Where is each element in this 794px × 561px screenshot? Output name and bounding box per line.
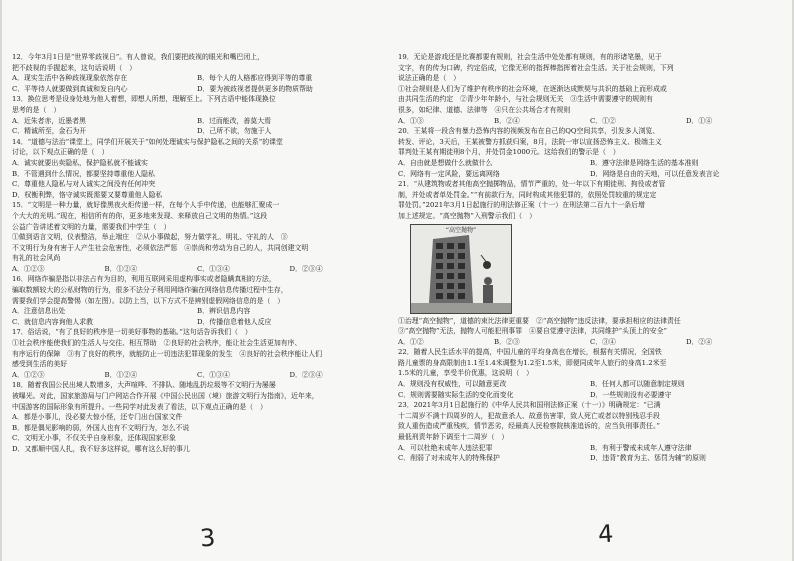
answer-option: C．精诚所至，金石为开 [12, 127, 87, 136]
answer-option: A．自由就是想做什么就做什么 [398, 158, 493, 167]
question-line: 19．无论是游戏还是比赛都要有规则，社会生活中处处都有规则，有的形诸笔墨，见于 [398, 53, 662, 61]
question-line: 21．“从建筑物或者其他高空抛掷物品，情节严重的，处一年以下有期徒刑、拘役或者管 [398, 180, 666, 189]
answer-option: C．①③④ [197, 264, 230, 273]
question-line: 讨论，以下观点正确的是（ ） [12, 148, 109, 157]
question-line: 个大大的光明。”现在，相信所有的你，更多地来发现、来释放自己文明的热情。”这段 [12, 211, 268, 220]
question-line: 感受到生活的美好 [12, 360, 68, 369]
answer-option: D．己所不欲，勿施于人 [197, 127, 272, 136]
question-line: 加上述规定。“高空抛物”入刑警示我们（ ） [398, 211, 536, 220]
question-line: 思考的是（ ） [12, 105, 61, 114]
answer-options [12, 84, 382, 95]
cartoon-caption: “高空抛物” [445, 226, 477, 234]
answer-option: A．①③ [398, 116, 424, 125]
answer-option: D．②④ [686, 337, 713, 346]
question-line: 13．换位思考是设身处地为他人着想，即想人所想，理解至上。下列古语中能体现换位 [12, 95, 276, 104]
question-line: 骗取数额较大的公私财物的行为，很多不法分子利用网络诈骗在网络信息传播过程中生存， [12, 286, 288, 295]
answer-option: A．近朱者赤，近墨者黑 [12, 116, 86, 125]
answer-option: C．①③④ [197, 370, 230, 379]
answer-option: A．可以杜绝未成年人违法犯罪 [398, 443, 493, 452]
answer-options [12, 317, 382, 328]
answer-option: A．注意信息出处 [12, 307, 66, 316]
question-line: ①社会秩序能使我们的生活人与交往、相互帮助 ②良好的社会秩序，能让社会生活更加有序、 [12, 339, 302, 348]
answer-option: C．①② [590, 116, 616, 125]
answer-option: C．规则需要随实际生活的变化而变化 [398, 390, 514, 399]
answer-option: B．①②④ [104, 370, 138, 379]
answer-option: B．①②④ [104, 264, 138, 273]
question-line: 有序运行的保障 ③有了良好的秩序，就能防止一切违法犯罪现象的发生 ④良好的社会秩序能让人们 [12, 349, 323, 358]
building-drawing [411, 225, 511, 313]
answer-option: A．规则没有权威性，可以随意更改 [398, 380, 507, 389]
question-line: 12．今年3月1日是“世界零歧视日”。有人曾说，我们要把歧视的眼光和嘴巴闭上， [12, 53, 264, 61]
question-line: ①做到语言文明，仪表整洁，举止端庄 ②从小事做起，努力做学礼、明礼、守礼的人 ③ [12, 233, 288, 242]
question-line: 把不歧视的手握起来，这句话说明（ ） [12, 63, 137, 72]
answer-option: B．辨识信息内容 [197, 307, 251, 316]
answer-options [12, 306, 382, 317]
answer-option: D．传播信息着他人反应 [197, 317, 272, 326]
question-line: 中国游客的国际形象有所提升。一些同学对此发表了看法，以下观点正确的是（ ） [12, 402, 267, 411]
question-line: 15．“文明是一种力量，就好像黑夜火炬传递一样，在每个人手中传递，也能够汇聚成一 [12, 201, 280, 210]
question-line: A．诚实就要出卖隐私，保护隐私就不能诚实 [12, 158, 148, 167]
page-number-left: 3 [199, 523, 217, 553]
question-line: 十二周岁不满十四周岁的人，犯故意杀人、故意伤害罪，致人死亡或者以特别残忍手段 [398, 411, 660, 420]
answer-option: D．违背“教育为主、惩罚为辅”的原则 [590, 454, 706, 463]
question-line: 14．“道德与法治”课堂上，同学们开展关于“如何处理诚实与保护隐私之间的关系”的课堂 [12, 137, 283, 146]
answer-options [398, 453, 782, 464]
answer-option: B．每个人的人格都应得到平等的尊重 [197, 74, 313, 83]
answer-option: B．有利于警戒未成年人遵守法律 [590, 443, 692, 452]
question-line: 1.5米的儿童，享受半价优惠，这说明（ ） [398, 369, 533, 378]
answer-options [398, 443, 782, 454]
question-line: 转发、评论，3天后，王某被警方抓获归案，8月，法院一审以宣扬恐怖主义、极端主义 [398, 137, 662, 146]
answer-option: D．一些规则没有必要遵守 [590, 390, 672, 399]
question-line: 17．俗话说，“有了良好的秩序是一切美好事物的基础。”这句话告诉我们（ ） [12, 328, 252, 337]
answer-options [398, 169, 782, 180]
question-line: 路儿童票的身高限制由1.1至1.4米调整为1.2至1.5米，即便同成年人旅行的身高1.2米至 [398, 358, 667, 367]
answer-option: C．③④ [590, 337, 616, 346]
question-line: 23．2021年3月1日起施行的《中华人民共和国刑法修正案（十一）》明确规定：“已满 [398, 401, 661, 410]
question-line: 18．随着我国公民出境人数增多，大声喧哗、不排队、随地乱扔垃圾等不文明行为屡屡 [12, 381, 276, 390]
answer-options [398, 379, 782, 390]
question-line: 不文明行为身有害于人产生社会危害性，必须依法严惩 ④崇尚和劳动为自己的人，共同创建文明 [12, 243, 309, 252]
question-line: 由共同生活的约定 ②青少年年龄小，与社会规则无关 ③生活中需要遵守的规则有 [398, 95, 653, 104]
answer-option: C．削弱了对未成年人的特殊保护 [398, 454, 500, 463]
answer-options [398, 337, 782, 348]
answer-option: B．过而能改，善莫大焉 [197, 116, 271, 125]
question-line: 制，并处或者单处罚金。”“有前款行为，同时构成其他犯罪的，依照处罚较重的规定定 [398, 190, 657, 199]
question-line: 很多，如纪律、道德、法律等 ④只在公共场合才有规则 [398, 105, 571, 114]
answer-option: C．网络有一定风险，要远离网络 [398, 169, 500, 178]
left-column [12, 52, 382, 455]
right-column [398, 52, 782, 464]
answer-options [12, 73, 382, 84]
answer-options [12, 116, 382, 127]
answer-option: B．任何人都可以随意制定规则 [590, 380, 685, 389]
answer-option: D．②③④ [289, 264, 323, 273]
answer-option: C．平等待人就要做到真诚和发自内心 [12, 84, 128, 93]
question-line: C．尊重他人隐私与对人诚实之间没有任何冲突 [12, 180, 156, 189]
answer-option: A．①② [398, 337, 424, 346]
answer-option: A．现实生活中各种歧视现象依然存在 [12, 74, 128, 83]
question-line: ①社会规则是人们为了维护有秩序的社会环境，在逐渐达成默契与共识的基础上而形成或 [398, 84, 667, 93]
answer-option: B．遵守法律是网络生活的基本准则 [590, 158, 699, 167]
answer-option: D．②③④ [289, 370, 323, 379]
question-line: 22．随着人民生活水平的提高，中国儿童的平均身高也在增长，根据有关情况，全国铁 [398, 348, 662, 357]
cartoon-illustration [410, 224, 512, 314]
answer-options [398, 390, 782, 401]
question-line: 16．网络诈骗是指以非法占有为目的，利用互联网采用虚构事实或者隐瞒真相的方法， [12, 275, 276, 284]
question-line: 公益广告讲述着文明的力量，需要我们中学生（ ） [12, 222, 171, 231]
question-line: D．权衡利弊，恪守诚实既需要又要尊重他人隐私 [12, 190, 163, 199]
question-line: 罪处罚。”2021年3月1日起施行的刑法修正案（十一）在刑法第二百九十一条后增 [398, 201, 645, 210]
question-line: 有礼的社会风尚 [12, 254, 61, 263]
answer-option: B．②③ [494, 337, 520, 346]
question-line: B．都是偶见影响的弱，外国人也有不文明行为，怎么不说 [12, 423, 190, 432]
question-line: 文字，有的传为口碑，约定俗成，它像无形的指挥棒指挥着社会生活。关于社会规则，下列 [398, 63, 674, 72]
question-line: 最低刑责年龄下调至十二周岁（ ） [398, 433, 509, 442]
answer-option: D．要为被歧视者提供更多的物质帮助 [197, 84, 313, 93]
answer-option: C．就信息内容询他人求教 [12, 317, 94, 326]
question-line: D．又都顺中国人扎，我不好多这样说，哪有这么好的事儿 [12, 444, 190, 453]
answer-options [12, 126, 382, 137]
question-line: B．不管遇到什么情况，都要坚持尊重他人隐私 [12, 169, 155, 178]
question-line: ①治理“高空抛物”，道德的束比法律更重要 ②“高空抛物”违反法律，要承担相应的法律责任 [398, 316, 681, 325]
question-line: 说法正确的是（ ） [398, 74, 461, 83]
question-line: 被曝光。对此，国家旅游局与门户网站合作开展《中国公民出国（境）旅游文明行为指南》，近年来， [12, 392, 319, 400]
answer-option: A．①②③ [12, 370, 45, 379]
answer-option: D．网络是自由的天地，可以任意发表言论 [590, 169, 720, 178]
answer-option: B．②④ [494, 116, 520, 125]
question-line: A．都是小事儿，没必要大惊小怪，还专门出台国家文件 [12, 413, 183, 422]
scan-edge-left [0, 0, 2, 561]
page-number-right: 4 [597, 519, 615, 549]
question-line: ③“高空抛物”无法，抛物人可能犯刑事罪 ④要自觉遵守法律，共同维护“头顶上的安全” [398, 327, 668, 336]
question-line: C．文明无小事，不仅关乎自身形象，还体现国家形象 [12, 434, 176, 443]
question-line: 20．王某将一段含有暴力恐怖内容的视频发布在自己的QQ空间共享，引发多人浏览、 [398, 127, 660, 136]
answer-options [398, 116, 782, 127]
question-line: 致人重伤造成严重残疾，情节恶劣，经最高人民检察院核准追诉的，应当负刑事责任。” [398, 422, 660, 431]
question-line: 罪判处王某有期徒刑8个月，并处罚金1000元。这给我们的警示是（ ） [398, 148, 620, 157]
answer-options [398, 158, 782, 169]
answer-options [12, 264, 382, 275]
answer-option: A．①②③ [12, 264, 45, 273]
answer-option: D．①④ [686, 116, 713, 125]
answer-options [12, 370, 382, 381]
question-line: 需要我们学会提高警惕（如左图）。以防上当，以下方式不是辨别虚假网络信息的是（ ） [12, 296, 285, 305]
